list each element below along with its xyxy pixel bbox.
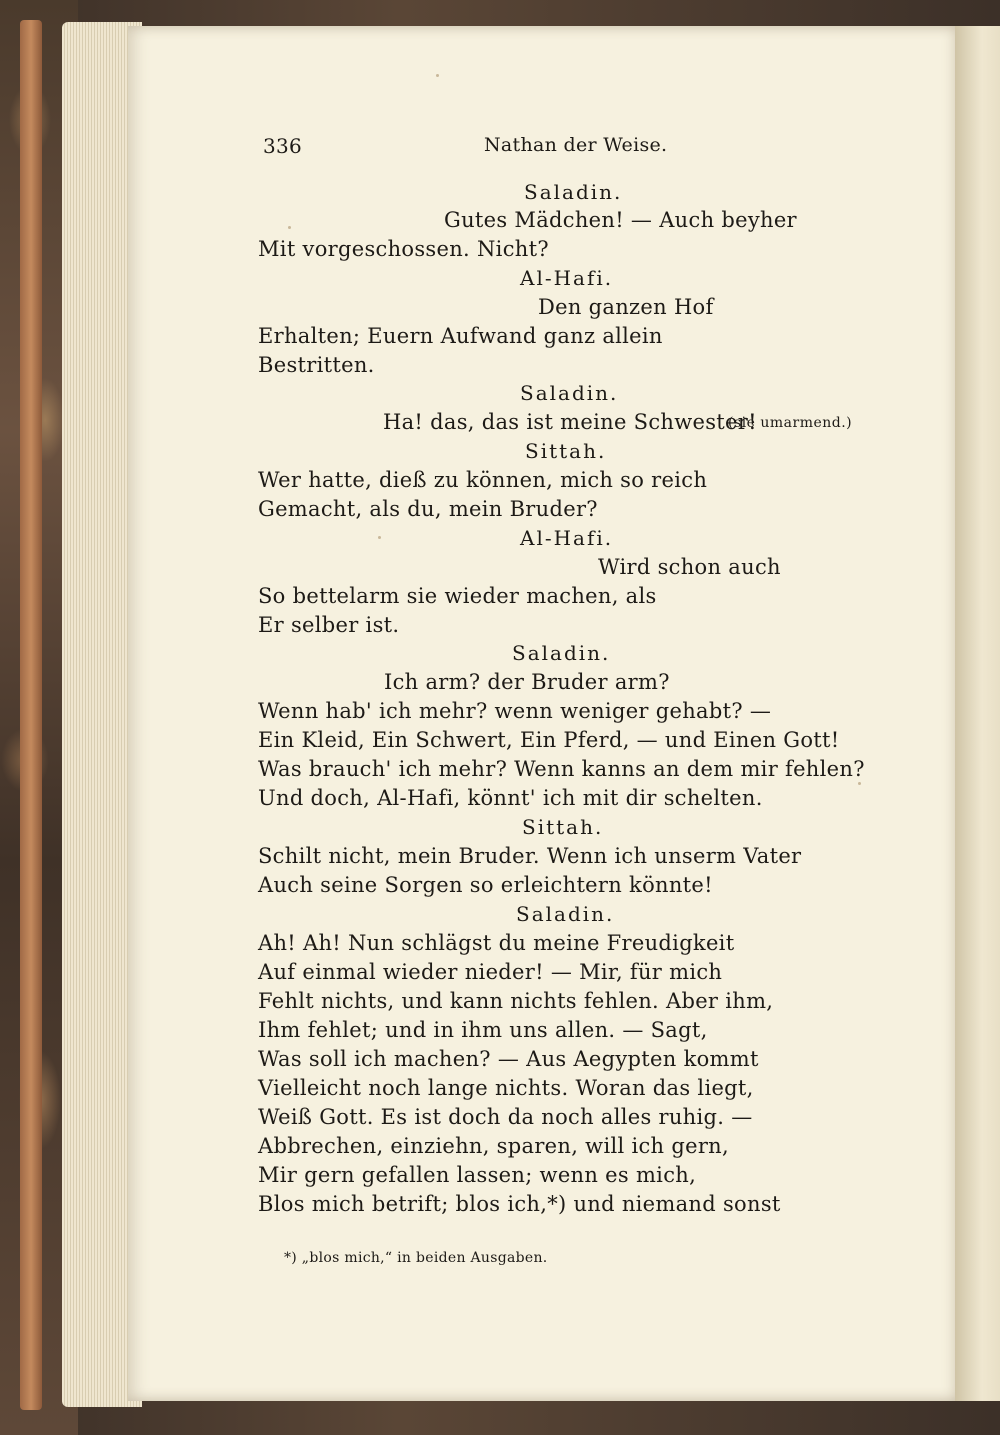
verse-line: Mit vorgeschossen. Nicht? bbox=[258, 237, 549, 261]
verse-line: Wer hatte, dieß zu können, mich so reich bbox=[258, 468, 708, 492]
paper-speck bbox=[378, 536, 381, 539]
speaker-label: Saladin. bbox=[516, 902, 615, 926]
verse-line: Und doch, Al-Hafi, könnt' ich mit dir schelten. bbox=[258, 786, 763, 810]
verse-line: Fehlt nichts, und kann nichts fehlen. Aber ihm, bbox=[258, 989, 774, 1013]
verse-line: Blos mich betrift; blos ich,*) und niemand sonst bbox=[258, 1192, 781, 1216]
verse-line: Er selber ist. bbox=[258, 613, 400, 637]
verse-line: Ha! das, das ist meine Schwester! bbox=[383, 410, 757, 434]
verse-line: Schilt nicht, mein Bruder. Wenn ich unserm Vater bbox=[258, 844, 802, 868]
verse-line: Auf einmal wieder nieder! — Mir, für mich bbox=[258, 960, 723, 984]
speaker-label: Al-Hafi. bbox=[520, 526, 614, 550]
stage-direction: (sie umarmend.) bbox=[728, 415, 853, 431]
facing-page-edge bbox=[955, 26, 1000, 1401]
verse-line: Erhalten; Euern Aufwand ganz allein bbox=[258, 324, 663, 348]
paper-speck bbox=[436, 74, 439, 77]
verse-line: Vielleicht noch lange nichts. Woran das liegt, bbox=[258, 1076, 754, 1100]
verse-line: So bettelarm sie wieder machen, als bbox=[258, 584, 657, 608]
speaker-label: Sittah. bbox=[525, 439, 607, 463]
verse-line: Weiß Gott. Es ist doch da noch alles ruhig. — bbox=[258, 1105, 753, 1129]
paper-speck bbox=[288, 226, 291, 229]
verse-line: Gutes Mädchen! — Auch beyher bbox=[444, 208, 797, 232]
verse-line: Was brauch' ich mehr? Wenn kanns an dem mir fehlen? bbox=[258, 757, 865, 781]
verse-line: Wird schon auch bbox=[598, 555, 781, 579]
speaker-label: Sittah. bbox=[522, 815, 604, 839]
verse-line: Den ganzen Hof bbox=[538, 295, 714, 319]
page-number: 336 bbox=[263, 134, 303, 158]
speaker-label: Saladin. bbox=[512, 641, 611, 665]
verse-line: Ihm fehlet; und in ihm uns allen. — Sagt, bbox=[258, 1018, 708, 1042]
speaker-label: Saladin. bbox=[524, 180, 623, 204]
verse-line: Mir gern gefallen lassen; wenn es mich, bbox=[258, 1163, 697, 1187]
paper-speck bbox=[858, 782, 861, 785]
verse-line: Ah! Ah! Nun schlägst du meine Freudigkeit bbox=[258, 931, 735, 955]
verse-line: Was soll ich machen? — Aus Aegypten kommt bbox=[258, 1047, 759, 1071]
verse-line: Gemacht, als du, mein Bruder? bbox=[258, 497, 598, 521]
verse-line: Abbrechen, einziehn, sparen, will ich gern, bbox=[258, 1134, 729, 1158]
running-title: Nathan der Weise. bbox=[484, 134, 668, 156]
speaker-label: Al-Hafi. bbox=[520, 266, 614, 290]
verse-line: Wenn hab' ich mehr? wenn weniger gehabt? — bbox=[258, 699, 772, 723]
verse-line: Auch seine Sorgen so erleichtern könnte! bbox=[258, 873, 713, 897]
verse-line: Ein Kleid, Ein Schwert, Ein Pferd, — und Einen Gott! bbox=[258, 728, 840, 752]
footnote: *) „blos mich,“ in beiden Ausgaben. bbox=[284, 1250, 548, 1266]
verse-line: Ich arm? der Bruder arm? bbox=[384, 670, 670, 694]
leather-spine-edge bbox=[20, 20, 42, 1410]
verse-line: Bestritten. bbox=[258, 353, 375, 377]
speaker-label: Saladin. bbox=[520, 381, 619, 405]
